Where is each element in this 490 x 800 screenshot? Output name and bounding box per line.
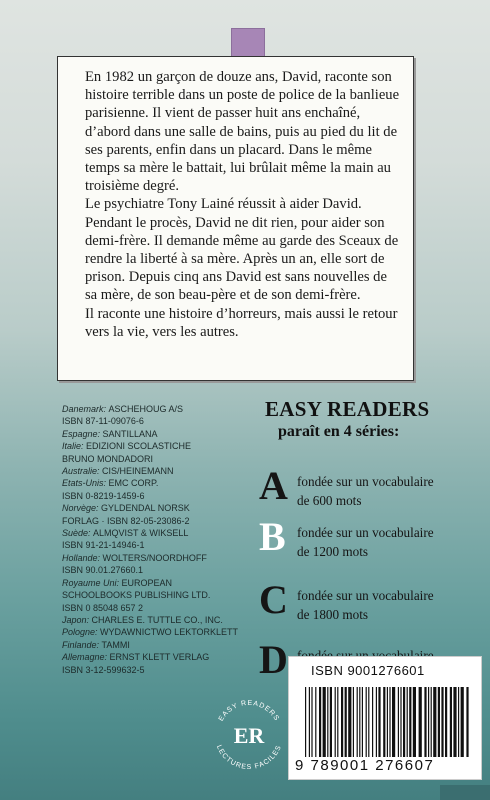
- logo-top-text: EASY READERS: [217, 699, 281, 723]
- series-description: [297, 472, 434, 510]
- series-desc-line: de 1800 mots: [297, 607, 369, 622]
- publisher-line: [62, 664, 262, 676]
- publisher-line: [62, 515, 262, 527]
- publisher-text: SANTILLANA: [102, 428, 158, 439]
- description-paragraph-1: En 1982 un garçon de douze ans, David, raconte son histoire terrible dans un poste de police de la banlieue parisienne. Il vient de passer huit ans enchaîné, d’abord dans une salle de bains, puis au pied du lit de ses parents, enfin dans un placard. Dans le même temps sa mère le battait, lui brûlait même la main au troisième degré.: [85, 69, 400, 195]
- publisher-country: Norvège:: [62, 503, 102, 514]
- series-letter: C: [259, 577, 288, 622]
- description-box: [57, 56, 414, 381]
- publisher-line: [62, 577, 262, 589]
- description-paragraph-3: Il raconte une histoire d’horreurs, mais aussi le retour vers la vie, vers les autres.: [85, 305, 398, 340]
- publisher-line: [62, 428, 262, 440]
- publisher-line: [62, 403, 262, 415]
- publisher-text: ERNST KLETT VERLAG: [109, 652, 210, 663]
- publisher-country: Pologne:: [62, 627, 101, 638]
- series-b: [259, 514, 459, 565]
- publisher-line: [62, 490, 262, 502]
- publisher-country: Hollande:: [62, 552, 103, 563]
- series-letter: D: [259, 637, 288, 682]
- publisher-line: [62, 465, 262, 477]
- publisher-country: Allemagne:: [62, 652, 110, 663]
- logo-bottom-text: LECTURES FACILES: [214, 744, 284, 772]
- publisher-text: ISBN 90.01.27660.1: [62, 565, 144, 576]
- publisher-line: [62, 415, 262, 427]
- publisher-country: Japon:: [62, 614, 92, 625]
- bottom-edge-strip: [440, 785, 490, 800]
- publisher-line: [62, 651, 262, 663]
- svg-text:LECTURES FACILES: [215, 744, 283, 771]
- series-description: [297, 586, 434, 624]
- publisher-line: [62, 564, 262, 576]
- publisher-text: ISBN 0-8219-1459-6: [62, 490, 145, 501]
- publisher-text: ISBN 3-12-599632-5: [62, 664, 145, 675]
- publisher-line: [62, 453, 262, 465]
- publisher-line: [62, 626, 262, 638]
- series-a: [259, 463, 459, 514]
- publisher-text: EMC CORP.: [108, 478, 159, 489]
- publisher-country: Finlande:: [62, 639, 102, 650]
- barcode-icon: [303, 687, 473, 757]
- publisher-text: FORLAG · ISBN 82-05-23086-2: [62, 515, 190, 526]
- easy-readers-logo: [207, 693, 291, 777]
- publisher-text: ALMQVIST & WIKSELL: [93, 528, 189, 539]
- publisher-text: BRUNO MONDADORI: [62, 453, 154, 464]
- series-letter: B: [259, 514, 286, 559]
- series-letter: A: [259, 463, 288, 508]
- series-desc-line: de 600 mots: [297, 493, 362, 508]
- publisher-line: [62, 440, 262, 452]
- publisher-text: ISBN 91-21-14946-1: [62, 540, 145, 551]
- publisher-text: WOLTERS/NOORDHOFF: [102, 552, 207, 563]
- publisher-line: [62, 502, 262, 514]
- publisher-country: Danemark:: [62, 404, 109, 414]
- publisher-text: TAMMI: [101, 639, 130, 650]
- publisher-text: CIS/HEINEMANN: [102, 466, 174, 477]
- isbn-sticker: [288, 656, 482, 780]
- publisher-text: ISBN 0 85048 657 2: [62, 602, 144, 613]
- logo-monogram: ER: [233, 723, 265, 748]
- publisher-country: Espagne:: [62, 428, 103, 439]
- series-c: [259, 577, 459, 628]
- publisher-line: [62, 527, 262, 539]
- publisher-text: EDIZIONI SCOLASTICHE: [86, 441, 192, 452]
- series-desc-line: de 1200 mots: [297, 544, 369, 559]
- easy-readers-title: EASY READERS: [265, 397, 430, 421]
- publisher-line: [62, 539, 262, 551]
- barcode-number: 9 789001 276607: [295, 757, 435, 774]
- publisher-country: Etats-Unis:: [62, 478, 109, 489]
- publisher-text: ASCHEHOUG A/S: [108, 404, 184, 414]
- publisher-text: SCHOOLBOOKS PUBLISHING LTD.: [62, 590, 211, 601]
- series-desc-line: fondée sur un vocabulaire: [297, 525, 434, 540]
- publisher-text: WYDAWNICTWO LEKTORKLETT: [100, 627, 239, 638]
- publisher-line: [62, 477, 262, 489]
- svg-text:EASY READERS: [218, 700, 280, 723]
- description-paragraph-2: Le psychiatre Tony Lainé réussit à aider David. Pendant le procès, David ne dit rien, pour aider son demi-frère. Il demande même au garde des Sceaux de rendre la liberté à sa mère. Après un an, elle sort de prison. Depuis cinq ans David est sans nouvelles de sa mère, de son beau-père et de son demi-frère.: [85, 196, 399, 304]
- publisher-line: [62, 602, 262, 614]
- publisher-text: ISBN 87-11-09076-6: [62, 416, 144, 427]
- publisher-country: Australie:: [62, 466, 103, 477]
- publishers-list: [62, 403, 262, 676]
- publisher-line: [62, 589, 262, 601]
- publisher-line: [62, 639, 262, 651]
- series-description: [297, 523, 434, 561]
- series-desc-line: fondée sur un vocabulaire: [297, 474, 434, 489]
- isbn-label: ISBN 9001276601: [311, 663, 425, 678]
- publisher-country: Italie:: [62, 441, 87, 452]
- easy-readers-subtitle: paraît en 4 séries:: [278, 423, 400, 440]
- publisher-text: EUROPEAN: [121, 577, 173, 588]
- publisher-country: Suède:: [62, 528, 94, 539]
- publisher-line: [62, 614, 262, 626]
- publisher-text: GYLDENDAL NORSK: [101, 503, 190, 514]
- publisher-country: Royaume Uni:: [62, 577, 122, 588]
- publisher-line: [62, 552, 262, 564]
- series-desc-line: fondée sur un vocabulaire: [297, 588, 434, 603]
- publisher-text: CHARLES E. TUTTLE CO., INC.: [91, 614, 223, 625]
